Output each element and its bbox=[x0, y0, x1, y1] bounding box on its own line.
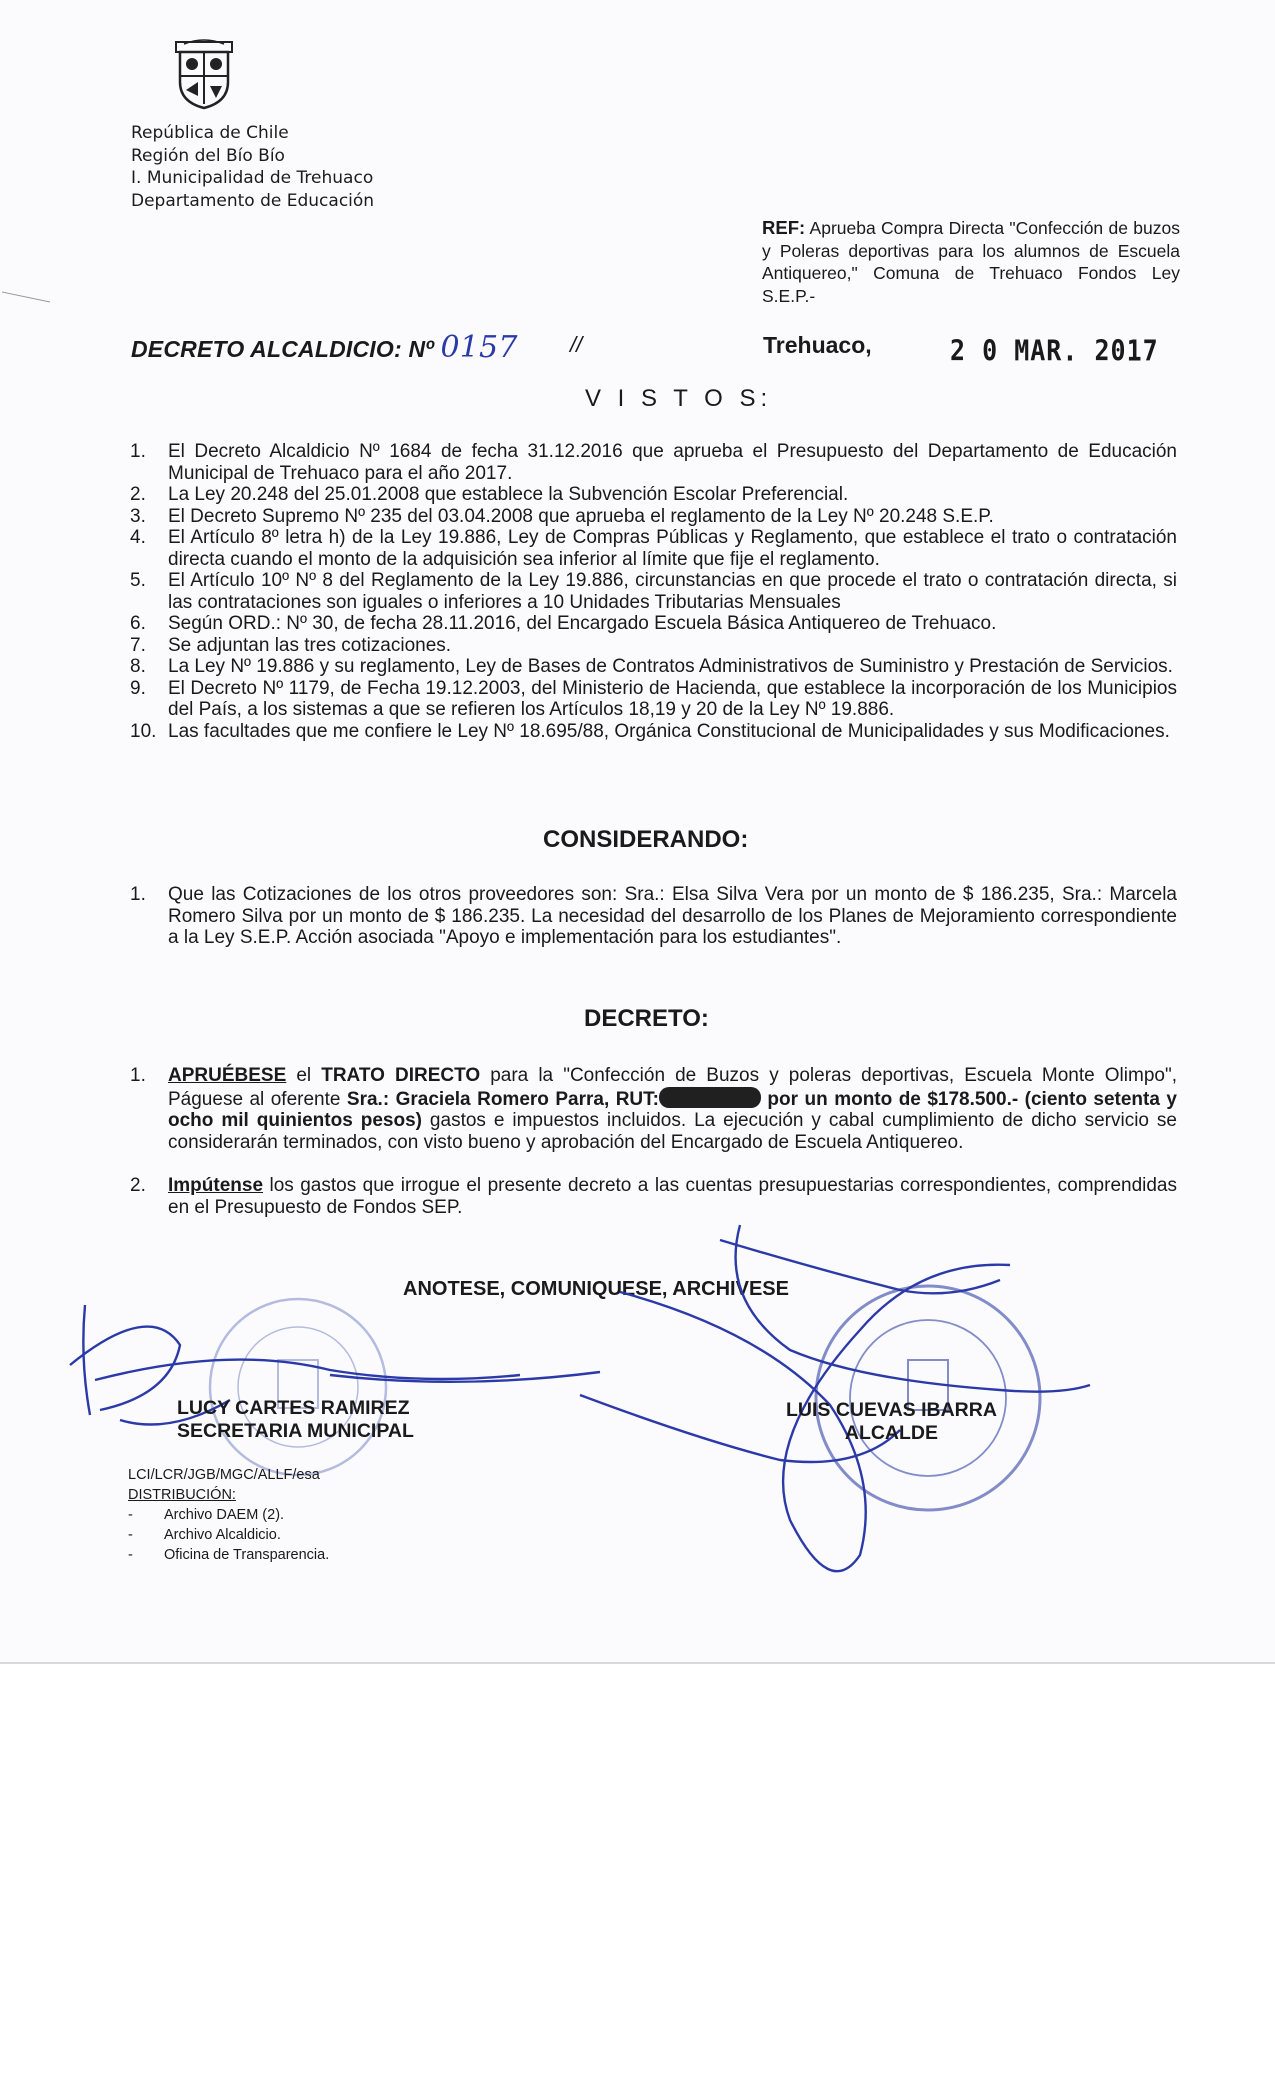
list-item-number: 8. bbox=[130, 656, 146, 677]
date-stamp: 2 0 MAR. 2017 bbox=[950, 333, 1159, 368]
list-item-text: El Artículo 8º letra h) de la Ley 19.886, Ley de Compras Públicas y Reglamento, que establece el trato o contratación directa cuando el monto de la adquisición sea inferior al límite que fije el reglamento. bbox=[168, 527, 1177, 570]
list-item-number: 3. bbox=[130, 505, 146, 527]
decreto-item-1-trato: TRATO DIRECTO bbox=[321, 1065, 481, 1086]
list-item-text: Que las Cotizaciones de los otros proveedores son: Sra.: Elsa Silva Vera por un monto de $ 186.235, Sra.: Marcela Romero Silva por un monto de $ 186.235. La necesidad del desarrollo de los Planes de Mejoramiento correspondiente a la Ley S.E.P. Acción asociada "Apoyo e implementación para los estudiantes". bbox=[168, 884, 1177, 948]
considerando-list bbox=[130, 884, 1177, 949]
list-item bbox=[130, 635, 1177, 657]
vistos-heading: V I S T O S: bbox=[585, 385, 773, 412]
list-item-number: 7. bbox=[130, 634, 146, 656]
distribution-label: DISTRIBUCIÓN: bbox=[128, 1487, 236, 1503]
ref-label: REF: bbox=[762, 217, 806, 238]
list-item bbox=[130, 441, 1177, 484]
vistos-list bbox=[130, 441, 1177, 742]
decreto-item-1-text-b: para la "Confección de Buzos y poleras deportivas, Escuela Monte Olimpo", Páguese al oferente bbox=[168, 1065, 1177, 1110]
closing-formula: ANOTESE, COMUNIQUESE, ARCHIVESE bbox=[403, 1278, 789, 1300]
list-item-number: 10. bbox=[130, 720, 157, 742]
header-line-region: Región del Bío Bío bbox=[131, 145, 285, 166]
signature-block-left bbox=[177, 1397, 414, 1443]
seal-right-icon bbox=[816, 1286, 1040, 1510]
list-item-text: La Ley Nº 19.886 y su reglamento, Ley de Bases de Contratos Administrativos de Suministro y Prestación de Servicios. bbox=[168, 656, 1173, 677]
list-item-number: 4. bbox=[130, 527, 146, 548]
list-item-text: La Ley 20.248 del 25.01.2008 que establece la Subvención Escolar Preferencial. bbox=[168, 484, 849, 505]
decreto-item-number: 2. bbox=[130, 1175, 146, 1196]
bullet-dash: - bbox=[128, 1527, 133, 1543]
decreto-item-1-provider: Sra.: Graciela Romero Parra, RUT: bbox=[346, 1088, 659, 1110]
reference-block bbox=[762, 217, 1180, 307]
decree-title bbox=[131, 330, 518, 365]
list-item-text: El Decreto Alcaldicio Nº 1684 de fecha 31.12.2016 que aprueba el Presupuesto del Departamento de Educación Municipal de Trehuaco para el año 2017. bbox=[168, 441, 1177, 484]
distribution-item bbox=[128, 1545, 329, 1565]
list-item-number: 5. bbox=[130, 570, 146, 591]
distribution-initials: LCI/LCR/JGB/MGC/ALLF/esa bbox=[128, 1467, 320, 1483]
distribution-item bbox=[128, 1505, 329, 1525]
distribution-item-text: Archivo Alcaldicio. bbox=[164, 1527, 281, 1543]
list-item bbox=[130, 570, 1177, 613]
decreto-item-2-lead: Impútense bbox=[168, 1175, 264, 1196]
list-item-text: Según ORD.: Nº 30, de fecha 28.11.2016, del Encargado Escuela Básica Antiquereo de Trehuaco. bbox=[168, 613, 997, 634]
decreto-item-1 bbox=[130, 1065, 1177, 1153]
decree-number-handwritten: 0157 bbox=[440, 330, 518, 365]
list-item-text: Se adjuntan las tres cotizaciones. bbox=[168, 634, 452, 656]
signature-block-right bbox=[786, 1399, 997, 1445]
decreto-item-1-lead: APRUÉBESE bbox=[168, 1065, 287, 1086]
bullet-dash: - bbox=[128, 1507, 133, 1523]
list-item bbox=[130, 678, 1177, 721]
ref-text: Aprueba Compra Directa "Confección de buzos y Poleras deportivas para los alumnos de Escuela Antiquereo," Comuna de Trehuaco Fondos Ley S.E.P.- bbox=[762, 218, 1180, 306]
signatory-right-title: ALCALDE bbox=[844, 1422, 939, 1444]
list-item-number: 1. bbox=[130, 884, 146, 905]
decreto-item-2 bbox=[130, 1175, 1177, 1218]
signatory-left-title: SECRETARIA MUNICIPAL bbox=[177, 1420, 414, 1442]
decreto-list bbox=[130, 1065, 1177, 1218]
list-item-text: El Artículo 10º Nº 8 del Reglamento de la Ley 19.886, circunstancias en que procede el trato o contratación directa, si las contrataciones son iguales o inferiores a 10 Unidades Tributarias Mensuales bbox=[168, 570, 1177, 613]
decree-place: Trehuaco, bbox=[763, 332, 872, 358]
institution-header bbox=[131, 122, 374, 212]
list-item bbox=[130, 484, 1177, 506]
distribution-item-text: Oficina de Transparencia. bbox=[164, 1547, 330, 1563]
considerando-heading: CONSIDERANDO: bbox=[543, 826, 749, 853]
margin-mark bbox=[2, 290, 52, 304]
decreto-heading: DECRETO: bbox=[584, 1005, 709, 1032]
decree-slashes: // bbox=[570, 332, 583, 357]
header-line-department: Departamento de Educación bbox=[131, 190, 375, 211]
bullet-dash: - bbox=[128, 1547, 133, 1563]
decreto-item-1-amount: por un monto de $178.500.- (ciento setenta y ocho mil quinientos pesos) bbox=[168, 1088, 1177, 1131]
list-item-text: El Decreto Supremo Nº 235 del 03.04.2008 que aprueba el reglamento de la Ley Nº 20.248 S.E.P. bbox=[168, 505, 994, 527]
distribution-item bbox=[128, 1525, 329, 1545]
decreto-item-1-text-a: el bbox=[286, 1065, 322, 1086]
list-item bbox=[130, 721, 1177, 743]
list-item-number: 6. bbox=[130, 613, 146, 634]
distribution-item-text: Archivo DAEM (2). bbox=[164, 1507, 285, 1523]
decreto-item-1-text-c: gastos e impuestos incluidos. La ejecución y cabal cumplimiento de dicho servicio se considerarán terminados, con visto bueno y aprobación del Encargado de Escuela Antiquereo. bbox=[168, 1110, 1177, 1153]
header-line-country: República de Chile bbox=[131, 123, 289, 143]
list-item-number: 9. bbox=[130, 677, 146, 699]
list-item-text: El Decreto Nº 1179, de Fecha 19.12.2003, del Ministerio de Hacienda, que establece la incorporación de los Municipios del País, a los sistemas a que se refieren los Artículos 18,19 y 20 de la Ley Nº 19.886. bbox=[168, 677, 1177, 720]
redacted-rut bbox=[659, 1087, 761, 1108]
signatory-right-name: LUIS CUEVAS IBARRA bbox=[786, 1399, 997, 1421]
header-line-municipality: I. Municipalidad de Trehuaco bbox=[131, 168, 374, 188]
list-item bbox=[130, 527, 1177, 570]
seal-left-icon bbox=[210, 1299, 386, 1475]
list-item-text: Las facultades que me confiere le Ley Nº 18.695/88, Orgánica Constitucional de Municipalidades y sus Modificaciones. bbox=[168, 720, 1170, 742]
list-item bbox=[130, 884, 1177, 949]
decreto-item-2-text: los gastos que irrogue el presente decreto a las cuentas presupuestarias correspondientes, comprendidas en el Presupuesto de Fondos SEP. bbox=[168, 1175, 1177, 1218]
signatory-left-name: LUCY CARTES RAMIREZ bbox=[177, 1397, 410, 1419]
decreto-item-number: 1. bbox=[130, 1065, 146, 1086]
list-item-number: 2. bbox=[130, 484, 146, 505]
list-item bbox=[130, 656, 1177, 678]
list-item-number: 1. bbox=[130, 441, 146, 462]
list-item bbox=[130, 506, 1177, 528]
distribution-block bbox=[128, 1465, 329, 1565]
list-item bbox=[130, 613, 1177, 635]
municipal-crest-icon bbox=[170, 38, 238, 112]
decree-title-label: DECRETO ALCALDICIO: Nº bbox=[131, 336, 434, 362]
